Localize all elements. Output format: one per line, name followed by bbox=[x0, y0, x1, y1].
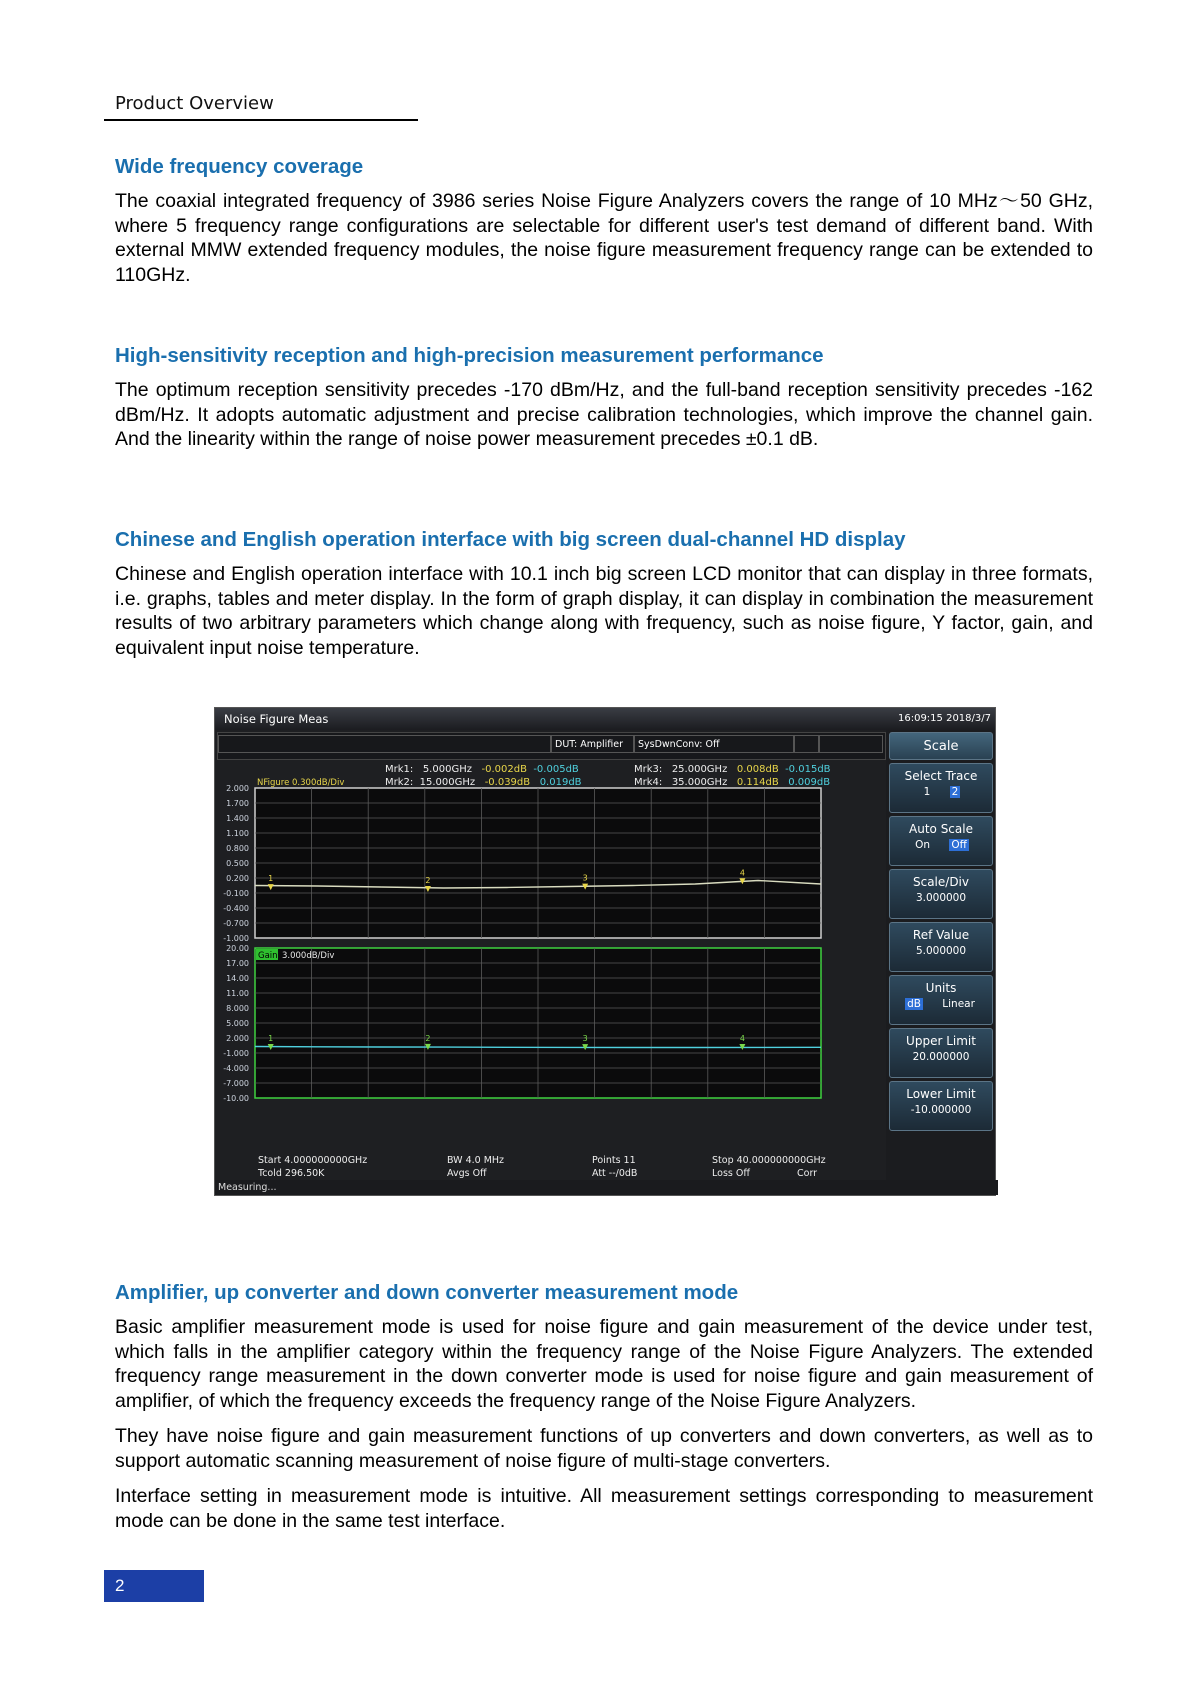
info-cell-empty bbox=[218, 735, 551, 753]
y-tick-label: 11.00 bbox=[226, 989, 249, 998]
section-title: Wide frequency coverage bbox=[115, 155, 364, 178]
section-wide-frequency bbox=[115, 155, 1093, 298]
y-tick-label: 0.200 bbox=[226, 874, 249, 883]
bandwidth: BW 4.0 MHz bbox=[447, 1155, 505, 1166]
info-cell-empty bbox=[819, 735, 883, 753]
header-rule bbox=[104, 119, 418, 121]
marker-freq: 35.000GHz bbox=[671, 777, 728, 788]
marker-freq: 15.000GHz bbox=[419, 777, 476, 788]
info-bar bbox=[217, 732, 886, 760]
softkey-auto-scale[interactable] bbox=[889, 816, 993, 866]
softkey-value: 5.000000 bbox=[915, 945, 967, 957]
softkey-options bbox=[890, 998, 992, 1010]
y-tick-label: 14.00 bbox=[226, 974, 249, 983]
section-paragraph: Basic amplifier measurement mode is used for noise figure and gain measurement of the device under test, which falls in the amplifier category within the frequency range of the Noise Figure Analyzers. The extended frequency range measurement in the down converter mode is used for noise figure and gain measurement of amplifier, of which the frequency exceeds the frequency range of the Noise Figure Analyzers. bbox=[115, 1316, 1093, 1412]
option-db[interactable]: dB bbox=[907, 998, 921, 1010]
trace-scale-label: 3.000dB/Div bbox=[282, 951, 335, 961]
option-on[interactable]: On bbox=[915, 839, 931, 851]
running-head: Product Overview bbox=[115, 93, 274, 114]
marker-name: Mrk3: bbox=[634, 764, 663, 775]
section-paragraph: The coaxial integrated frequency of 3986 series Noise Figure Analyzers covers the range of 10 MHz～50 GHz, where 5 frequency range configurations are selectable for different user's test demand of different band. With external MMW extended frequency modules, the noise figure measurement frequency range can be extended to 110GHz. bbox=[115, 190, 1093, 286]
y-tick-label: 0.500 bbox=[226, 859, 249, 868]
y-tick-label: 1.700 bbox=[226, 799, 249, 808]
section-paragraph: Chinese and English operation interface with 10.1 inch big screen LCD monitor that can display in three formats, i.e. graphs, tables and meter display. In the form of graph display, it can display in combination the measurement results of two arbitrary parameters which change along with frequency, such as noise figure, Y factor, gain, and equivalent input noise temperature. bbox=[115, 563, 1093, 659]
section-paragraph: The optimum reception sensitivity precedes -170 dBm/Hz, and the full-band reception sensitivity precedes -162 dBm/Hz. It adopts automatic adjustment and precise calibration technologies, which improve the channel gain. And the linearity within the range of noise power measurement precedes ±0.1 dB. bbox=[115, 379, 1093, 450]
attenuation: Att --/0dB bbox=[592, 1168, 638, 1179]
plot-area bbox=[215, 758, 885, 1183]
marker-freq: 5.000GHz bbox=[422, 764, 472, 775]
y-tick-label: 0.800 bbox=[226, 844, 249, 853]
marker-value-2: 0.019dB bbox=[539, 777, 582, 788]
marker-name: Mrk4: bbox=[634, 777, 663, 788]
marker-name: Mrk1: bbox=[385, 764, 414, 775]
page-number: 2 bbox=[104, 1570, 204, 1602]
marker-value-2: -0.015dB bbox=[785, 764, 831, 775]
screen-datetime: 16:09:15 2018/3/7 bbox=[897, 713, 991, 724]
marker-value-1: -0.002dB bbox=[481, 764, 527, 775]
marker-value-2: 0.009dB bbox=[788, 777, 831, 788]
softkey-units[interactable] bbox=[889, 975, 993, 1025]
option-off[interactable]: Off bbox=[951, 839, 967, 851]
marker-label: 4 bbox=[739, 1033, 745, 1043]
marker-name: Mrk2: bbox=[385, 777, 414, 788]
softkey-ref-value[interactable] bbox=[889, 922, 993, 972]
y-tick-label: 5.000 bbox=[226, 1019, 249, 1028]
option-linear[interactable]: Linear bbox=[942, 998, 975, 1010]
softkey-label: Ref Value bbox=[912, 928, 970, 942]
y-tick-label: 1.400 bbox=[226, 814, 249, 823]
softkey-options bbox=[890, 786, 992, 798]
softkey-scale-div[interactable] bbox=[889, 869, 993, 919]
softkey-label: Lower Limit bbox=[906, 1087, 976, 1101]
y-tick-label: -10.00 bbox=[223, 1094, 249, 1103]
softkey-label: Scale bbox=[923, 739, 959, 754]
y-tick-label: 8.000 bbox=[226, 1004, 249, 1013]
sysdwn-label: SysDwnConv: Off bbox=[634, 735, 794, 753]
marker-label: 3 bbox=[582, 873, 588, 883]
y-tick-label: 17.00 bbox=[226, 959, 249, 968]
softkey-select-trace[interactable] bbox=[889, 763, 993, 813]
dual-trace-chart bbox=[215, 758, 885, 1183]
tcold: Tcold 296.50K bbox=[258, 1168, 325, 1179]
marker-value-1: 0.114dB bbox=[736, 777, 779, 788]
marker-value-1: -0.039dB bbox=[484, 777, 531, 788]
softkey-value: -10.000000 bbox=[910, 1104, 972, 1116]
stop-freq: Stop 40.000000000GHz bbox=[712, 1155, 826, 1166]
start-freq: Start 4.000000000GHz bbox=[258, 1155, 368, 1166]
section-high-sensitivity bbox=[115, 344, 1093, 463]
marker-label: 2 bbox=[425, 1033, 431, 1043]
softkey-lower-limit[interactable] bbox=[889, 1081, 993, 1131]
trace-scale-label: NFigure 0.300dB/Div bbox=[257, 778, 345, 788]
marker-label: 3 bbox=[582, 1034, 588, 1044]
averages: Avgs Off bbox=[447, 1168, 487, 1179]
section-measurement-mode bbox=[115, 1281, 1093, 1544]
y-tick-label: -0.400 bbox=[223, 904, 249, 913]
section-title: High-sensitivity reception and high-precision measurement performance bbox=[115, 344, 824, 367]
status-bar: Measuring... bbox=[215, 1180, 998, 1195]
y-tick-label: -0.700 bbox=[223, 919, 249, 928]
option-trace-1[interactable]: 1 bbox=[923, 786, 931, 798]
softkey-value: 20.000000 bbox=[912, 1051, 970, 1063]
softkey-label: Select Trace bbox=[904, 769, 978, 783]
instrument-screenshot bbox=[214, 707, 996, 1196]
marker-label: 1 bbox=[268, 1034, 274, 1044]
softkey-upper-limit[interactable] bbox=[889, 1028, 993, 1078]
section-paragraph: They have noise figure and gain measurement functions of up converters and down converters, as well as to support automatic scanning measurement of noise figure of multi-stage converters. bbox=[115, 1425, 1093, 1472]
marker-value-2: -0.005dB bbox=[533, 764, 579, 775]
softkey-value: 3.000000 bbox=[915, 892, 967, 904]
softkey-label: Upper Limit bbox=[906, 1034, 976, 1048]
section-title: Chinese and English operation interface with big screen dual-channel HD display bbox=[115, 528, 906, 551]
y-tick-label: -1.000 bbox=[223, 1049, 249, 1058]
loss: Loss Off bbox=[712, 1168, 750, 1179]
softkey-label: Scale/Div bbox=[912, 875, 969, 889]
marker-value-1: 0.008dB bbox=[736, 764, 779, 775]
y-tick-label: 20.00 bbox=[226, 944, 249, 953]
trace-tag-label: Gain bbox=[258, 951, 278, 961]
section-display bbox=[115, 528, 1093, 671]
softkey-scale-header[interactable] bbox=[889, 732, 993, 760]
softkey-label: Auto Scale bbox=[909, 822, 973, 836]
corr: Corr bbox=[797, 1168, 818, 1179]
softkey-panel bbox=[886, 730, 995, 1180]
section-title: Amplifier, up converter and down converter measurement mode bbox=[115, 1281, 739, 1304]
y-tick-label: -1.000 bbox=[223, 934, 249, 943]
y-tick-label: 2.000 bbox=[226, 784, 249, 793]
marker-label: 2 bbox=[425, 875, 431, 885]
screen-title: Noise Figure Meas bbox=[224, 712, 329, 726]
option-trace-2[interactable]: 2 bbox=[951, 786, 959, 798]
marker-label: 4 bbox=[739, 868, 745, 878]
section-paragraph: Interface setting in measurement mode is intuitive. All measurement settings corresponding to measurement mode can be done in the same test interface. bbox=[115, 1485, 1093, 1532]
points: Points 11 bbox=[592, 1155, 636, 1166]
y-tick-label: -7.000 bbox=[223, 1079, 249, 1088]
info-cell-empty bbox=[794, 735, 819, 753]
y-tick-label: -0.100 bbox=[223, 889, 249, 898]
softkey-options bbox=[890, 839, 992, 851]
y-tick-label: 1.100 bbox=[226, 829, 249, 838]
screen-title-bar bbox=[215, 708, 995, 730]
marker-freq: 25.000GHz bbox=[671, 764, 728, 775]
y-tick-label: 2.000 bbox=[226, 1034, 249, 1043]
marker-label: 1 bbox=[268, 874, 274, 884]
dut-label: DUT: Amplifier bbox=[551, 735, 634, 753]
softkey-label: Units bbox=[925, 981, 957, 995]
y-tick-label: -4.000 bbox=[223, 1064, 249, 1073]
